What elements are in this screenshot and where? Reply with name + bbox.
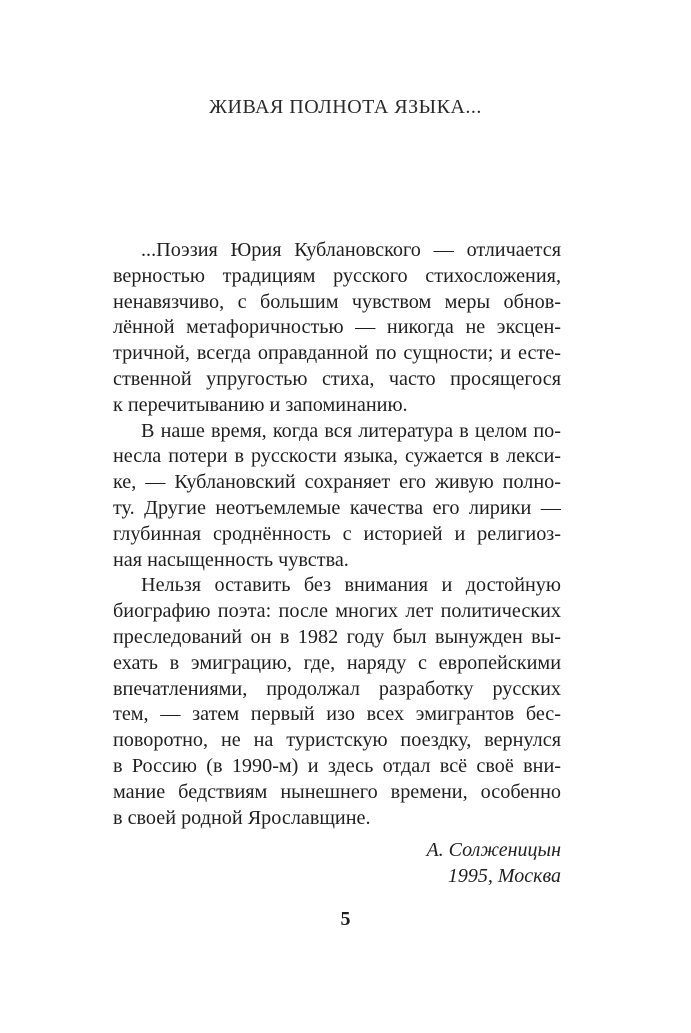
signature-author: А. Солженицын (426, 839, 561, 861)
text-line: в своей родной Ярославщине. (113, 806, 371, 829)
text-line: преследований он в 1982 году был вынужден вы- (113, 625, 561, 648)
text-line: верностью традициям русского стихосложения, (113, 264, 561, 287)
text-line: глубинная сроднённость с историей и религиоз- (113, 522, 561, 545)
text-line: ная насыщенность чувства. (113, 548, 349, 571)
text-line: биографию поэта: после многих лет политических (113, 600, 561, 623)
text-line: лённой метафоричностью — никогда не эксцен- (113, 316, 561, 339)
page-number: 5 (340, 908, 351, 930)
text-line: тем, — затем первый изо всех эмигрантов бес- (113, 703, 561, 726)
text-line: ехать в эмиграцию, где, наряду с европейскими (113, 651, 561, 674)
body-text (85, 238, 561, 831)
text-line: впечатлениями, продолжал разработку русских (113, 677, 561, 700)
text-line: В наше время, когда вся литература в целом по- (141, 419, 561, 442)
text-line: ту. Другие неотъемлемые качества его лирики — (113, 496, 561, 519)
text-line: ...Поэзия Юрия Кублановского — отличается (141, 239, 561, 261)
text-line: поворотно, не на туристскую поездку, вернулся (113, 729, 561, 752)
text-line: к перечитыванию и запоминанию. (113, 393, 408, 416)
text-line: тричной, всегда оправданной по сущности; и есте- (113, 342, 561, 365)
text-line: мание бедствиям нынешнего времени, особенно (113, 780, 561, 803)
text-line: в Россию (в 1990-м) и здесь отдал всё своё вни- (113, 754, 561, 777)
text-line: ственной упругостью стиха, часто просящегося (113, 367, 561, 390)
paragraph-1 (85, 238, 561, 419)
paragraph-3 (85, 573, 561, 831)
text-line: ненавязчиво, с большим чувством меры обнов- (113, 290, 561, 313)
text-line: Нельзя оставить без внимания и достойную (141, 574, 561, 597)
text-line: несла потери в русскости языка, сужается в лекси- (113, 445, 561, 468)
text-line: ке, — Кублановский сохраняет его живую полно- (113, 471, 561, 494)
signature (426, 838, 561, 889)
chapter-title: ЖИВАЯ ПОЛНОТА ЯЗЫКА... (209, 96, 482, 118)
signature-date-place: 1995, Москва (447, 864, 561, 887)
paragraph-2 (85, 419, 561, 574)
